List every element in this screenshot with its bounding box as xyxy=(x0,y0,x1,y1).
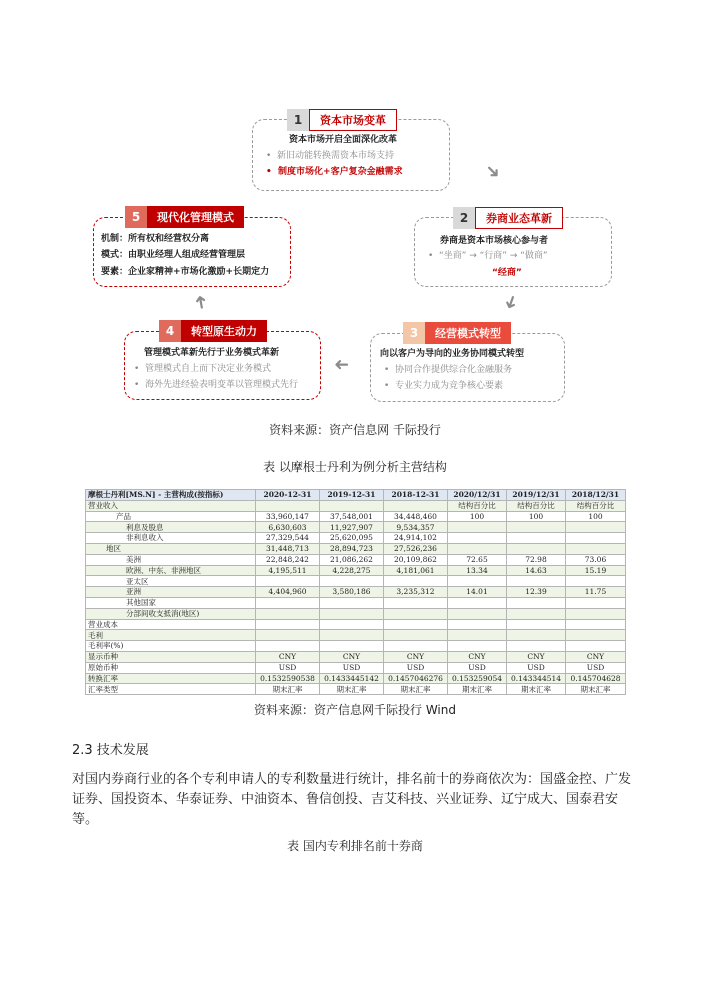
box2-line2: • “坐商” → “行商” → “做商” xyxy=(428,251,548,261)
table-cell xyxy=(566,597,626,608)
column-header: 2019-12-31 xyxy=(320,490,384,501)
table-row xyxy=(86,630,626,641)
box3-header xyxy=(403,322,511,344)
table-row xyxy=(86,608,626,619)
table-cell xyxy=(320,630,384,641)
table-cell: 4,181,061 xyxy=(384,565,448,576)
box2-line1: 券商是资本市场核心参与者 xyxy=(440,236,549,246)
column-header: 2020/12/31 xyxy=(448,490,507,501)
row-label: 显示币种 xyxy=(86,651,256,662)
box2-line3: “经商” xyxy=(492,268,522,278)
table-cell: 期末汇率 xyxy=(566,684,626,695)
table-cell xyxy=(384,630,448,641)
arrow-down-icon: ➜ xyxy=(498,291,524,313)
box1-line1: 资本市场开启全面深化改革 xyxy=(289,135,398,145)
table-cell: 31,448,713 xyxy=(256,543,320,554)
box2-number: 2 xyxy=(453,207,475,229)
table-cell: 4,195,511 xyxy=(256,565,320,576)
row-label: 美洲 xyxy=(86,554,256,565)
table-row xyxy=(86,684,626,695)
table-cell: 100 xyxy=(507,511,566,522)
table-cell: 34,448,460 xyxy=(384,511,448,522)
box1-number: 1 xyxy=(287,109,309,131)
table-cell xyxy=(448,619,507,630)
table-cell: 33,960,147 xyxy=(256,511,320,522)
box1-line3: • 制度市场化+客户复杂金融需求 xyxy=(266,167,403,177)
row-label: 分部间收支抵消(地区) xyxy=(86,608,256,619)
table-cell xyxy=(566,608,626,619)
table-cell: 25,620,095 xyxy=(320,533,384,544)
table-cell xyxy=(320,500,384,511)
table-cell: USD xyxy=(256,662,320,673)
table-cell xyxy=(566,619,626,630)
box5-header xyxy=(125,206,244,228)
table-cell xyxy=(566,522,626,533)
table-cell: 24,914,102 xyxy=(384,533,448,544)
table-cell: 0.153259054 xyxy=(448,673,507,684)
table-row xyxy=(86,511,626,522)
table-cell: 28,894,723 xyxy=(320,543,384,554)
row-label: 利息及股息 xyxy=(86,522,256,533)
box1-line2: • 新旧动能转换需资本市场支持 xyxy=(266,151,395,161)
table-cell: 15.19 xyxy=(566,565,626,576)
box4-title: 转型原生动力 xyxy=(181,320,267,342)
box3-title: 经营模式转型 xyxy=(425,322,511,344)
table-cell: 期末汇率 xyxy=(384,684,448,695)
table-cell: 20,109,862 xyxy=(384,554,448,565)
box2-header xyxy=(453,207,563,229)
table-cell: 4,228,275 xyxy=(320,565,384,576)
box4-line3: • 海外先进经验表明变革以管理模式先行 xyxy=(134,380,299,390)
table-cell: 13.34 xyxy=(448,565,507,576)
box3-number: 3 xyxy=(403,322,425,344)
box4-number: 4 xyxy=(159,320,181,342)
table-cell xyxy=(256,500,320,511)
column-header: 2020-12-31 xyxy=(256,490,320,501)
table-cell: CNY xyxy=(384,651,448,662)
table-header-row xyxy=(86,490,626,501)
table-row xyxy=(86,533,626,544)
table-cell: 0.1532590538 xyxy=(256,673,320,684)
table-cell: 11,927,907 xyxy=(320,522,384,533)
table-cell: USD xyxy=(566,662,626,673)
table-cell: 期末汇率 xyxy=(320,684,384,695)
table-cell: CNY xyxy=(320,651,384,662)
table-cell xyxy=(507,619,566,630)
table-cell: 27,526,236 xyxy=(384,543,448,554)
table-cell xyxy=(566,641,626,652)
table-row xyxy=(86,565,626,576)
row-label: 非利息收入 xyxy=(86,533,256,544)
row-label: 毛利 xyxy=(86,630,256,641)
table-row xyxy=(86,641,626,652)
table-cell: USD xyxy=(507,662,566,673)
column-header: 2018-12-31 xyxy=(384,490,448,501)
caption-source-1: 资料来源：资产信息网 千际投行 xyxy=(269,423,441,437)
arrow-left-icon: ➜ xyxy=(334,354,350,375)
arrow-up-icon: ➜ xyxy=(189,292,213,312)
row-label: 营业成本 xyxy=(86,619,256,630)
table-cell xyxy=(320,576,384,587)
table-cell: 100 xyxy=(448,511,507,522)
table-row xyxy=(86,576,626,587)
table-cell xyxy=(384,500,448,511)
table-row xyxy=(86,587,626,598)
table-cell: 14.01 xyxy=(448,587,507,598)
box3-line3: • 专业实力成为竞争核心要素 xyxy=(384,381,504,391)
table-cell xyxy=(507,630,566,641)
table-cell: 14.63 xyxy=(507,565,566,576)
row-label: 汇率类型 xyxy=(86,684,256,695)
table-cell: 0.1433445142 xyxy=(320,673,384,684)
table-row xyxy=(86,619,626,630)
table-row xyxy=(86,554,626,565)
table-cell xyxy=(320,597,384,608)
table-row xyxy=(86,522,626,533)
table-cell xyxy=(507,533,566,544)
table-cell xyxy=(320,619,384,630)
box5-number: 5 xyxy=(125,206,147,228)
box5-title: 现代化管理模式 xyxy=(147,206,244,228)
table-cell xyxy=(448,630,507,641)
row-label: 亚太区 xyxy=(86,576,256,587)
table-cell: 27,329,544 xyxy=(256,533,320,544)
column-header: 2019/12/31 xyxy=(507,490,566,501)
table-cell: CNY xyxy=(448,651,507,662)
table-cell xyxy=(320,641,384,652)
table-cell: 0.1457046276 xyxy=(384,673,448,684)
table-cell xyxy=(448,576,507,587)
table-cell: 期末汇率 xyxy=(507,684,566,695)
table-row xyxy=(86,500,626,511)
table-cell: 结构百分比 xyxy=(507,500,566,511)
table-cell: 37,548,001 xyxy=(320,511,384,522)
table-cell: CNY xyxy=(507,651,566,662)
caption-source-2: 资料来源：资产信息网千际投行 Wind xyxy=(254,703,456,717)
table-cell: 100 xyxy=(566,511,626,522)
row-label: 其他国家 xyxy=(86,597,256,608)
box5-line3: 要素：企业家精神+市场化激励+长期定力 xyxy=(101,267,270,277)
box3-line1: 向以客户为导向的业务协同模式转型 xyxy=(380,349,525,359)
table-cell xyxy=(448,608,507,619)
table-cell: 4,404,960 xyxy=(256,587,320,598)
table-cell: 3,235,312 xyxy=(384,587,448,598)
table-cell xyxy=(566,630,626,641)
arrow-down-right-icon: ➜ xyxy=(480,158,506,185)
table-cell xyxy=(256,641,320,652)
table-row xyxy=(86,597,626,608)
table-cell: 3,580,186 xyxy=(320,587,384,598)
revenue-structure-table xyxy=(85,489,626,695)
table-cell: 结构百分比 xyxy=(566,500,626,511)
table-cell xyxy=(507,576,566,587)
box4-line1: 管理模式革新先行于业务模式革新 xyxy=(144,348,280,358)
table-cell: 期末汇率 xyxy=(448,684,507,695)
table-cell: 0.143344514 xyxy=(507,673,566,684)
row-label: 毛利率(%) xyxy=(86,641,256,652)
box1-header xyxy=(287,109,397,131)
row-label: 地区 xyxy=(86,543,256,554)
table-cell xyxy=(384,619,448,630)
table-cell xyxy=(384,576,448,587)
table-title-2: 表 国内专利排名前十券商 xyxy=(287,839,423,853)
table-cell: 9,534,357 xyxy=(384,522,448,533)
table-cell xyxy=(507,543,566,554)
table-title-1: 表 以摩根士丹利为例分析主营结构 xyxy=(263,460,447,474)
table-cell xyxy=(256,619,320,630)
row-label: 营业收入 xyxy=(86,500,256,511)
table-cell: CNY xyxy=(566,651,626,662)
table-cell xyxy=(448,522,507,533)
table-cell xyxy=(507,597,566,608)
table-cell: 72.65 xyxy=(448,554,507,565)
table-cell xyxy=(566,533,626,544)
table-cell xyxy=(384,641,448,652)
table-cell: 12.39 xyxy=(507,587,566,598)
table-cell: 21,086,262 xyxy=(320,554,384,565)
column-header: 2018/12/31 xyxy=(566,490,626,501)
column-header: 摩根士丹利[MS.N] - 主营构成(按指标) xyxy=(86,490,256,501)
table-cell xyxy=(256,608,320,619)
table-cell xyxy=(566,543,626,554)
row-label: 产品 xyxy=(86,511,256,522)
row-label: 亚洲 xyxy=(86,587,256,598)
table-cell xyxy=(448,533,507,544)
table-cell xyxy=(256,576,320,587)
table-row xyxy=(86,651,626,662)
box1-title: 资本市场变革 xyxy=(309,109,397,131)
box2-title: 券商业态革新 xyxy=(475,207,563,229)
table-cell: 11.75 xyxy=(566,587,626,598)
table-cell xyxy=(384,608,448,619)
table-row xyxy=(86,543,626,554)
table-cell xyxy=(448,543,507,554)
table-cell: CNY xyxy=(256,651,320,662)
table-cell xyxy=(448,641,507,652)
table-cell: 0.145704628 xyxy=(566,673,626,684)
box3-line2: • 协同合作提供综合化金融服务 xyxy=(384,365,513,375)
row-label: 转换汇率 xyxy=(86,673,256,684)
table-cell: USD xyxy=(448,662,507,673)
table-cell: 22,848,242 xyxy=(256,554,320,565)
body-paragraph: 对国内券商行业的各个专利申请人的专利数量进行统计，排名前十的券商依次为：国盛金控、广发证券、国投资本、华泰证券、中油资本、鲁信创投、吉艾科技、兴业证券、辽宁成大、国泰君安等。 xyxy=(72,772,632,827)
table-cell xyxy=(507,608,566,619)
box5-line2: 模式：由职业经理人组成经营管理层 xyxy=(101,250,246,260)
box4-header xyxy=(159,320,267,342)
table-cell xyxy=(256,630,320,641)
table-cell: 73.06 xyxy=(566,554,626,565)
table-cell xyxy=(507,641,566,652)
table-cell xyxy=(384,597,448,608)
table-cell xyxy=(256,597,320,608)
row-label: 欧洲、中东、非洲地区 xyxy=(86,565,256,576)
table-cell xyxy=(448,597,507,608)
table-cell: 结构百分比 xyxy=(448,500,507,511)
table-cell: 72.98 xyxy=(507,554,566,565)
table-cell: 期末汇率 xyxy=(256,684,320,695)
row-label: 原始币种 xyxy=(86,662,256,673)
box5-line1: 机制：所有权和经营权分离 xyxy=(101,234,210,244)
table-cell: USD xyxy=(320,662,384,673)
table-row xyxy=(86,673,626,684)
table-cell: USD xyxy=(384,662,448,673)
table-cell: 6,630,603 xyxy=(256,522,320,533)
table-cell xyxy=(320,608,384,619)
section-heading: 2.3 技术发展 xyxy=(72,743,149,758)
table-cell xyxy=(507,522,566,533)
table-cell xyxy=(566,576,626,587)
table-row xyxy=(86,662,626,673)
box4-line2: • 管理模式自上而下决定业务模式 xyxy=(134,364,272,374)
